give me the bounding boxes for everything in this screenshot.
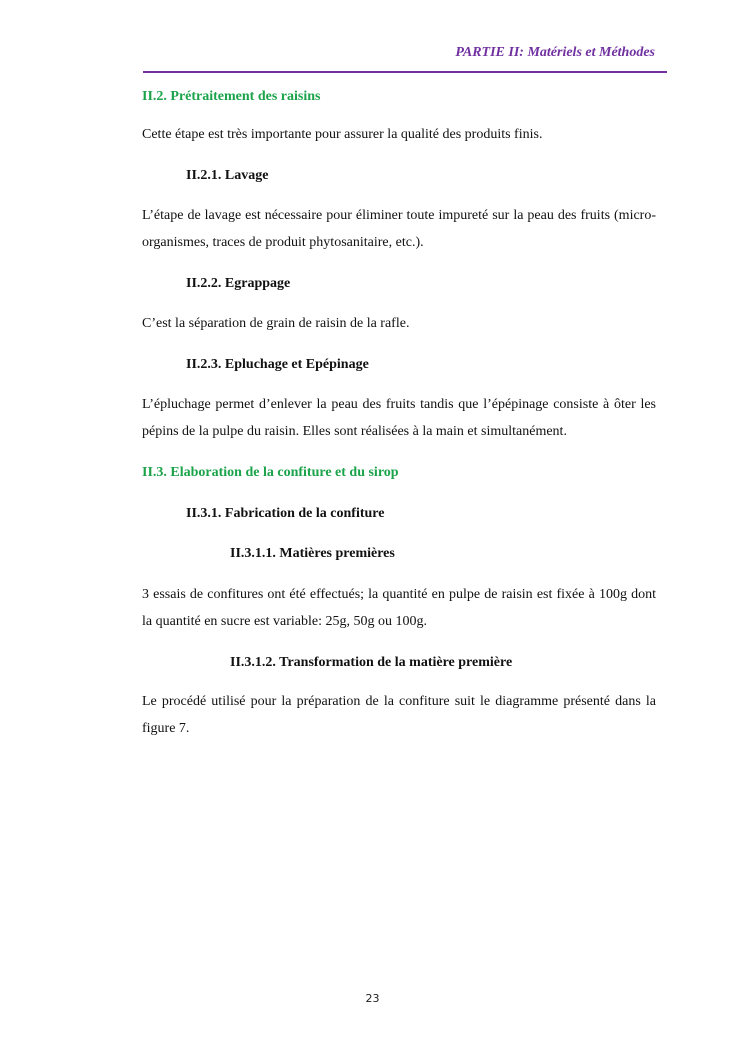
subheading-ii23: II.2.3. Epluchage et Epépinage — [186, 357, 369, 372]
subheading-ii312: II.3.1.2. Transformation de la matière première — [230, 655, 513, 670]
page-number: 23 — [365, 992, 380, 1005]
running-header-title: PARTIE II: Matériels et Méthodes — [455, 45, 655, 60]
paragraph-ii311: 3 essais de confitures ont été effectués; la quantité en pulpe de raisin est fixée à 100g dont la quantité en sucre est variable: 25g, 50g ou 100g. — [142, 587, 656, 629]
paragraph-ii22: C’est la séparation de grain de raisin de la rafle. — [142, 316, 410, 331]
subheading-ii21: II.2.1. Lavage — [186, 168, 269, 183]
subheading-ii31: II.3.1. Fabrication de la confiture — [186, 506, 385, 521]
paragraph-ii2-intro: Cette étape est très importante pour assurer la qualité des produits finis. — [142, 127, 543, 142]
section-heading-ii3: II.3. Elaboration de la confiture et du sirop — [142, 465, 399, 480]
paragraph-ii21: L’étape de lavage est nécessaire pour éliminer toute impureté sur la peau des fruits (micro-organismes, traces de produit phytosanitaire, etc.). — [142, 208, 656, 250]
header-divider — [143, 71, 667, 73]
subheading-ii311: II.3.1.1. Matières premières — [230, 546, 395, 561]
paragraph-ii23: L’épluchage permet d’enlever la peau des fruits tandis que l’épépinage consiste à ôter les pépins de la pulpe du raisin. Elles sont réalisées à la main et simultanément. — [142, 397, 656, 439]
paragraph-ii312: Le procédé utilisé pour la préparation de la confiture suit le diagramme présenté dans la figure 7. — [142, 694, 656, 736]
section-heading-ii2: II.2. Prétraitement des raisins — [142, 89, 321, 104]
subheading-ii22: II.2.2. Egrappage — [186, 276, 291, 291]
